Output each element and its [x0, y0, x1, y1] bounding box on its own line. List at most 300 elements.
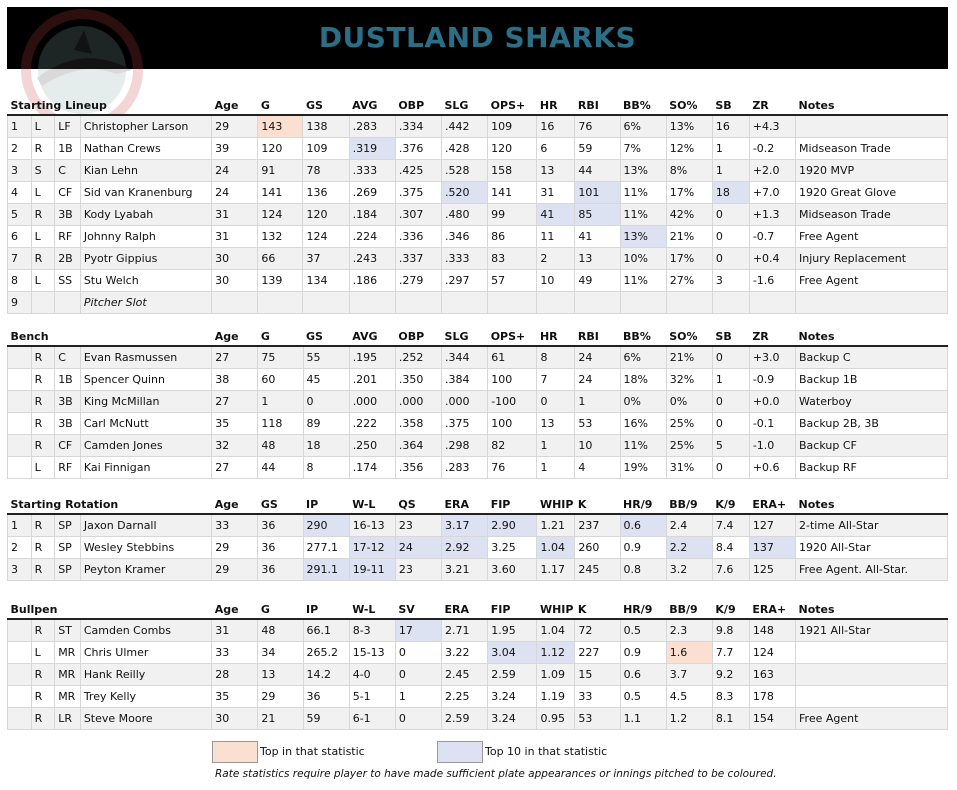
bullpen-header-11: WHIP: [537, 596, 575, 619]
bench-cell: 38: [212, 369, 258, 391]
lineup-cell: +2.0: [749, 160, 795, 182]
bench-cell: 44: [258, 457, 303, 479]
bench-cell: +0.6: [749, 457, 795, 479]
rotation-cell: 36: [258, 514, 303, 537]
lineup-cell: 8%: [666, 160, 712, 182]
lineup-cell: 49: [575, 270, 620, 292]
lineup-cell: 120: [488, 138, 537, 160]
bench-cell: 25%: [666, 435, 712, 457]
bullpen-cell: 8.3: [712, 686, 749, 708]
bench-cell: 6%: [620, 346, 666, 369]
lineup-cell: 7: [8, 248, 32, 270]
bench-cell: 10: [575, 435, 620, 457]
lineup-cell: 143: [258, 115, 303, 138]
lineup-cell: 2: [8, 138, 32, 160]
lineup-header-4: Age: [212, 92, 258, 115]
lineup-cell: [349, 292, 395, 314]
bullpen-cell: 33: [212, 642, 258, 664]
lineup-cell: 86: [488, 226, 537, 248]
lineup-cell: -1.6: [749, 270, 795, 292]
bullpen-cell: 227: [575, 642, 620, 664]
rotation-cell: 237: [575, 514, 620, 537]
lineup-cell: 0: [712, 226, 749, 248]
lineup-cell: 141: [488, 182, 537, 204]
bench-cell: 8: [303, 457, 349, 479]
rotation-cell: Jaxon Darnall: [80, 514, 211, 537]
bench-cell: C: [55, 346, 81, 369]
lineup-header-0: Starting Lineup: [8, 92, 212, 115]
lineup-header-17: Notes: [795, 92, 947, 115]
bench-header-14: SO%: [666, 323, 712, 346]
bench-cell: [8, 457, 32, 479]
lineup-cell: [712, 292, 749, 314]
lineup-cell: [55, 292, 81, 314]
bench-cell: .344: [442, 346, 488, 369]
rotation-cell: 0.8: [620, 559, 666, 581]
bullpen-cell: R: [31, 708, 55, 730]
rotation-cell: 23: [395, 514, 441, 537]
bench-cell: 1: [575, 391, 620, 413]
bench-cell: 0%: [666, 391, 712, 413]
table-row: [8, 559, 948, 581]
bullpen-cell: Chris Ulmer: [80, 642, 211, 664]
bullpen-header-4: Age: [212, 596, 258, 619]
bullpen-cell: 4.5: [666, 686, 712, 708]
lineup-cell: .334: [395, 115, 441, 138]
bench-header-12: RBI: [575, 323, 620, 346]
lineup-cell: .337: [395, 248, 441, 270]
lineup-cell: 132: [258, 226, 303, 248]
rotation-cell: 33: [212, 514, 258, 537]
legend-top10-label: Top 10 in that statistic: [485, 745, 608, 758]
lineup-cell: 30: [212, 270, 258, 292]
bench-cell: .174: [349, 457, 395, 479]
bullpen-header-12: K: [575, 596, 620, 619]
lineup-cell: Free Agent: [795, 270, 947, 292]
lineup-cell: .319: [349, 138, 395, 160]
bullpen-cell: 2.45: [442, 664, 488, 686]
lineup-cell: 99: [488, 204, 537, 226]
bench-cell: .195: [349, 346, 395, 369]
table-row: [8, 537, 948, 559]
bullpen-cell: 2.59: [488, 664, 537, 686]
lineup-cell: 44: [575, 160, 620, 182]
lineup-header-15: SB: [712, 92, 749, 115]
lineup-cell: RF: [55, 226, 81, 248]
bullpen-cell: 0.5: [620, 686, 666, 708]
lineup-cell: +7.0: [749, 182, 795, 204]
lineup-cell: 13: [537, 160, 575, 182]
lineup-header-13: BB%: [620, 92, 666, 115]
bench-cell: 45: [303, 369, 349, 391]
bench-header-5: G: [258, 323, 303, 346]
lineup-cell: 4: [8, 182, 32, 204]
rotation-cell: 245: [575, 559, 620, 581]
bullpen-header-8: SV: [395, 596, 441, 619]
bench-cell: King McMillan: [80, 391, 211, 413]
lineup-cell: .375: [395, 182, 441, 204]
bench-cell: .375: [442, 413, 488, 435]
lineup-cell: 41: [537, 204, 575, 226]
bullpen-cell: 33: [575, 686, 620, 708]
rotation-cell: R: [31, 514, 55, 537]
lineup-cell: [488, 292, 537, 314]
bullpen-cell: 4-0: [349, 664, 395, 686]
lineup-cell: CF: [55, 182, 81, 204]
lineup-cell: .425: [395, 160, 441, 182]
bullpen-cell: 3.22: [442, 642, 488, 664]
bullpen-cell: [8, 708, 32, 730]
bench-cell: 32%: [666, 369, 712, 391]
legend-top-swatch: [212, 741, 258, 763]
lineup-cell: 134: [303, 270, 349, 292]
rotation-cell: 36: [258, 559, 303, 581]
bench-cell: 100: [488, 369, 537, 391]
lineup-cell: .442: [442, 115, 488, 138]
bench-cell: Carl McNutt: [80, 413, 211, 435]
lineup-cell: S: [31, 160, 55, 182]
rotation-header-6: IP: [303, 491, 349, 514]
bench-cell: 0: [537, 391, 575, 413]
lineup-cell: L: [31, 226, 55, 248]
table-row: [8, 270, 948, 292]
rotation-cell: 17-12: [349, 537, 395, 559]
legend-top10: [437, 741, 657, 762]
table-row: [8, 248, 948, 270]
lineup-cell: 13%: [666, 115, 712, 138]
lineup-cell: Injury Replacement: [795, 248, 947, 270]
lineup-cell: Pitcher Slot: [80, 292, 211, 314]
bench-cell: R: [31, 435, 55, 457]
bullpen-cell: 2.3: [666, 619, 712, 642]
lineup-cell: Stu Welch: [80, 270, 211, 292]
bench-header-15: SB: [712, 323, 749, 346]
rotation-cell: Wesley Stebbins: [80, 537, 211, 559]
lineup-cell: 13%: [620, 226, 666, 248]
bench-cell: 11%: [620, 435, 666, 457]
bullpen-cell: 2.71: [442, 619, 488, 642]
lineup-cell: -0.7: [749, 226, 795, 248]
lineup-cell: 24: [212, 182, 258, 204]
lineup-cell: 9: [8, 292, 32, 314]
lineup-cell: Pyotr Gippius: [80, 248, 211, 270]
bullpen-cell: R: [31, 664, 55, 686]
bullpen-header-15: K/9: [712, 596, 749, 619]
lineup-cell: 6: [537, 138, 575, 160]
bench-cell: 21%: [666, 346, 712, 369]
bullpen-cell: 28: [212, 664, 258, 686]
lineup-cell: 24: [212, 160, 258, 182]
lineup-cell: 158: [488, 160, 537, 182]
lineup-cell: 0: [712, 248, 749, 270]
bench-header-17: Notes: [796, 323, 948, 346]
rotation-cell: SP: [55, 514, 81, 537]
bullpen-cell: R: [31, 686, 55, 708]
lineup-cell: 11: [537, 226, 575, 248]
table-row: [8, 708, 948, 730]
lineup-cell: 11%: [620, 204, 666, 226]
lineup-cell: 120: [258, 138, 303, 160]
bench-cell: Backup RF: [796, 457, 948, 479]
rotation-cell: 277.1: [303, 537, 349, 559]
lineup-cell: .333: [442, 248, 488, 270]
bench-header-4: Age: [212, 323, 258, 346]
bullpen-cell: 15-13: [349, 642, 395, 664]
lineup-cell: .333: [349, 160, 395, 182]
bench-cell: 25%: [666, 413, 712, 435]
bullpen-cell: 15: [575, 664, 620, 686]
lineup-header-11: HR: [537, 92, 575, 115]
bullpen-cell: 30: [212, 708, 258, 730]
bullpen-cell: 59: [303, 708, 349, 730]
bullpen-cell: 8.1: [712, 708, 749, 730]
lineup-cell: 57: [488, 270, 537, 292]
rotation-cell: 1.21: [537, 514, 575, 537]
lineup-cell: .346: [442, 226, 488, 248]
bench-cell: 118: [258, 413, 303, 435]
bullpen-header-5: G: [258, 596, 303, 619]
rotation-header-16: ERA+: [749, 491, 795, 514]
lineup-cell: 31: [537, 182, 575, 204]
bench-header-10: OPS+: [488, 323, 537, 346]
lineup-cell: [620, 292, 666, 314]
bullpen-header-7: W-L: [349, 596, 395, 619]
lineup-cell: [31, 292, 55, 314]
bullpen-cell: 1.2: [666, 708, 712, 730]
lineup-cell: .520: [442, 182, 488, 204]
rotation-cell: R: [31, 537, 55, 559]
bench-cell: -0.1: [749, 413, 795, 435]
table-row: [8, 457, 948, 479]
lineup-cell: 91: [258, 160, 303, 182]
lineup-cell: .184: [349, 204, 395, 226]
lineup-header-6: GS: [303, 92, 349, 115]
lineup-cell: 10: [537, 270, 575, 292]
bench-cell: 89: [303, 413, 349, 435]
rotation-cell: 127: [749, 514, 795, 537]
lineup-cell: 3: [712, 270, 749, 292]
lineup-header-10: OPS+: [488, 92, 537, 115]
rotation-cell: SP: [55, 537, 81, 559]
bench-cell: .000: [395, 391, 441, 413]
lineup-cell: 0: [712, 204, 749, 226]
rotation-cell: 3.21: [442, 559, 488, 581]
lineup-cell: .336: [395, 226, 441, 248]
lineup-cell: Midseason Trade: [795, 204, 947, 226]
bullpen-cell: [796, 686, 948, 708]
legend-top: [212, 741, 412, 762]
lineup-cell: 10%: [620, 248, 666, 270]
bullpen-cell: 53: [575, 708, 620, 730]
table-row: [8, 115, 948, 138]
lineup-cell: .283: [349, 115, 395, 138]
bench-header-7: AVG: [349, 323, 395, 346]
bullpen-cell: 8-3: [349, 619, 395, 642]
lineup-cell: 6%: [620, 115, 666, 138]
bench-cell: 53: [575, 413, 620, 435]
bullpen-cell: 148: [749, 619, 795, 642]
rotation-cell: 16-13: [349, 514, 395, 537]
lineup-cell: 3: [8, 160, 32, 182]
lineup-cell: Midseason Trade: [795, 138, 947, 160]
bullpen-cell: 0.6: [620, 664, 666, 686]
rotation-cell: R: [31, 559, 55, 581]
bullpen-cell: Hank Reilly: [80, 664, 211, 686]
bench-cell: +0.0: [749, 391, 795, 413]
lineup-cell: .243: [349, 248, 395, 270]
lineup-cell: R: [31, 138, 55, 160]
bullpen-cell: 1.95: [488, 619, 537, 642]
rotation-cell: 29: [212, 559, 258, 581]
bench-cell: 48: [258, 435, 303, 457]
bench-cell: Evan Rasmussen: [80, 346, 211, 369]
bench-cell: 76: [488, 457, 537, 479]
bench-cell: Backup 2B, 3B: [796, 413, 948, 435]
rotation-header-14: BB/9: [666, 491, 712, 514]
bullpen-cell: 35: [212, 686, 258, 708]
bench-cell: 8: [537, 346, 575, 369]
bullpen-cell: 178: [749, 686, 795, 708]
bullpen-header-17: Notes: [796, 596, 948, 619]
bullpen-cell: [796, 642, 948, 664]
bench-cell: 5: [712, 435, 749, 457]
lineup-cell: L: [31, 182, 55, 204]
bullpen-cell: 1: [395, 686, 441, 708]
bullpen-cell: 1.04: [537, 619, 575, 642]
bench-cell: R: [31, 346, 55, 369]
rotation-cell: 1.17: [537, 559, 575, 581]
lineup-cell: .428: [442, 138, 488, 160]
bench-cell: 60: [258, 369, 303, 391]
rotation-header-15: K/9: [712, 491, 749, 514]
lineup-cell: 39: [212, 138, 258, 160]
bench-cell: R: [31, 369, 55, 391]
bench-cell: [8, 413, 32, 435]
table-row: [8, 686, 948, 708]
lineup-header-7: AVG: [349, 92, 395, 115]
bench-cell: -100: [488, 391, 537, 413]
rotation-cell: 2: [8, 537, 32, 559]
bullpen-cell: [8, 642, 32, 664]
rotation-header-10: FIP: [488, 491, 537, 514]
rotation-cell: 2-time All-Star: [796, 514, 948, 537]
bench-cell: 3B: [55, 413, 81, 435]
bullpen-cell: ST: [55, 619, 81, 642]
bullpen-cell: 5-1: [349, 686, 395, 708]
bullpen-cell: 17: [395, 619, 441, 642]
bullpen-cell: 7.7: [712, 642, 749, 664]
lineup-cell: 7%: [620, 138, 666, 160]
lineup-cell: .279: [395, 270, 441, 292]
bullpen-cell: 2.25: [442, 686, 488, 708]
rotation-cell: 19-11: [349, 559, 395, 581]
lineup-cell: 17%: [666, 248, 712, 270]
bench-cell: Backup CF: [796, 435, 948, 457]
lineup-cell: 76: [575, 115, 620, 138]
lineup-cell: +0.4: [749, 248, 795, 270]
lineup-cell: L: [31, 115, 55, 138]
lineup-cell: 18: [712, 182, 749, 204]
rotation-cell: 7.6: [712, 559, 749, 581]
bullpen-cell: 0.95: [537, 708, 575, 730]
bench-cell: .364: [395, 435, 441, 457]
lineup-cell: 30: [212, 248, 258, 270]
bench-cell: 75: [258, 346, 303, 369]
lineup-cell: 31: [212, 226, 258, 248]
rotation-cell: 3.25: [488, 537, 537, 559]
bullpen-header-13: HR/9: [620, 596, 666, 619]
bench-header-8: OBP: [395, 323, 441, 346]
bench-cell: [8, 391, 32, 413]
bullpen-header-14: BB/9: [666, 596, 712, 619]
rotation-cell: 2.90: [488, 514, 537, 537]
bench-cell: 1: [712, 369, 749, 391]
bullpen-cell: Free Agent: [796, 708, 948, 730]
bench-cell: 55: [303, 346, 349, 369]
lineup-cell: 16: [712, 115, 749, 138]
table-row: [8, 391, 948, 413]
lineup-cell: 138: [303, 115, 349, 138]
bench-header-0: Bench: [8, 323, 212, 346]
table-row: [8, 619, 948, 642]
bench-cell: 3B: [55, 391, 81, 413]
bullpen-cell: 13: [258, 664, 303, 686]
bullpen-cell: 1.12: [537, 642, 575, 664]
bench-cell: 18: [303, 435, 349, 457]
bullpen-cell: 1.09: [537, 664, 575, 686]
lineup-cell: C: [55, 160, 81, 182]
bullpen-cell: MR: [55, 664, 81, 686]
lineup-cell: .307: [395, 204, 441, 226]
table-row: [8, 664, 948, 686]
bench-cell: 0: [712, 391, 749, 413]
lineup-cell: SS: [55, 270, 81, 292]
rotation-cell: 260: [575, 537, 620, 559]
lineup-cell: [303, 292, 349, 314]
lineup-cell: 1B: [55, 138, 81, 160]
lineup-cell: 78: [303, 160, 349, 182]
bullpen-cell: 124: [749, 642, 795, 664]
bench-cell: .000: [442, 391, 488, 413]
bench-cell: 0: [712, 346, 749, 369]
lineup-header-8: OBP: [395, 92, 441, 115]
bullpen-cell: 9.8: [712, 619, 749, 642]
rotation-header-7: W-L: [349, 491, 395, 514]
bench-header-11: HR: [537, 323, 575, 346]
bullpen-cell: 31: [212, 619, 258, 642]
rotation-cell: 3: [8, 559, 32, 581]
table-row: [8, 226, 948, 248]
bullpen-table: [7, 596, 948, 730]
lineup-cell: R: [31, 248, 55, 270]
table-row: [8, 435, 948, 457]
bullpen-header-0: Bullpen: [8, 596, 212, 619]
rotation-header-17: Notes: [796, 491, 948, 514]
lineup-cell: 59: [575, 138, 620, 160]
table-row: [8, 138, 948, 160]
lineup-cell: 139: [258, 270, 303, 292]
lineup-cell: 16: [537, 115, 575, 138]
lineup-cell: [795, 292, 947, 314]
page-title: DUSTLAND SHARKS: [318, 21, 637, 54]
bullpen-cell: 1.19: [537, 686, 575, 708]
bullpen-cell: 2.59: [442, 708, 488, 730]
lineup-cell: 124: [258, 204, 303, 226]
bullpen-cell: Trey Kelly: [80, 686, 211, 708]
bullpen-cell: 21: [258, 708, 303, 730]
bullpen-cell: 265.2: [303, 642, 349, 664]
table-row: [8, 182, 948, 204]
